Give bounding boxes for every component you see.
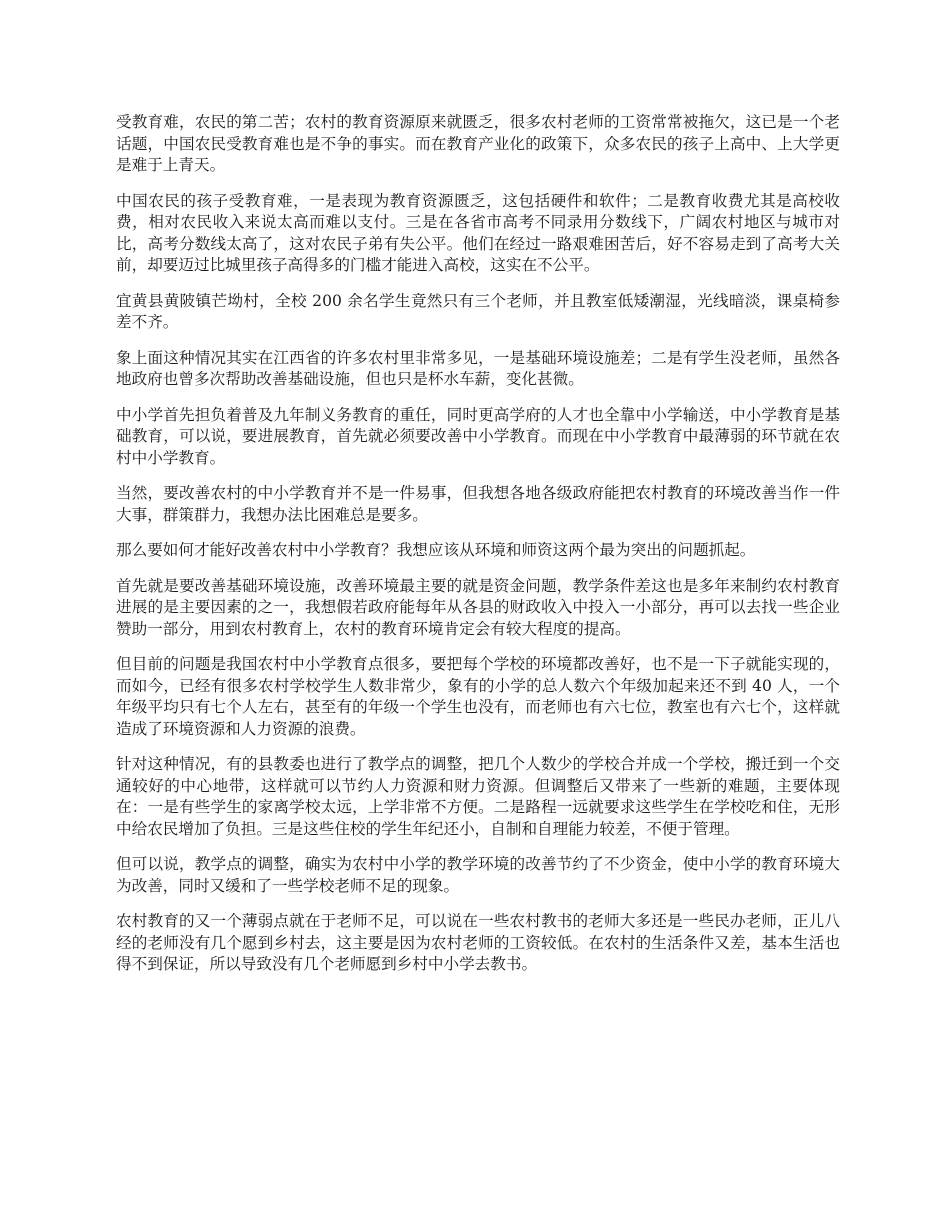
paragraph: 但目前的问题是我国农村中小学教育点很多，要把每个学校的环境都改善好，也不是一下子就能实现的，而如今，已经有很多农村学校学生人数非常少，象有的小学的总人数六个年级加起来还不到 40 人，一个年级平均只有七个人左右，甚至有的年级一个学生也没有，而老师也有六七位，教室也有六七个，这样就造成了环境资源和人力资源的浪费。 — [116, 655, 840, 738]
paragraph: 宜黄县黄陂镇芒坳村，全校 200 余名学生竟然只有三个老师，并且教室低矮潮湿，光线暗淡，课桌椅参差不齐。 — [116, 291, 840, 331]
paragraph: 受教育难，农民的第二苦；农村的教育资源原来就匮乏，很多农村老师的工资常常被拖欠，这已是一个老话题，中国农民受教育难也是不争的事实。而在教育产业化的政策下，众多农民的孩子上高中、上大学更是难于上青天。 — [116, 113, 840, 174]
paragraph: 但可以说，教学点的调整，确实为农村中小学的教学环境的改善节约了不少资金，使中小学的教育环境大为改善，同时又缓和了一些学校老师不足的现象。 — [116, 855, 840, 895]
paragraph: 象上面这种情况其实在江西省的许多农村里非常多见，一是基础环境设施差；二是有学生没老师，虽然各地政府也曾多次帮助改善基础设施，但也只是杯水车薪，变化甚微。 — [116, 348, 840, 388]
paragraph: 农村教育的又一个薄弱点就在于老师不足，可以说在一些农村教书的老师大多还是一些民办老师，正儿八经的老师没有几个愿到乡村去，这主要是因为农村老师的工资较低。在农村的生活条件又差，基本生活也得不到保证，所以导致没有几个老师愿到乡村中小学去教书。 — [116, 912, 840, 973]
document-body — [116, 112, 840, 990]
paragraph: 针对这种情况，有的县教委也进行了教学点的调整，把几个人数少的学校合并成一个学校，搬迁到一个交通较好的中心地带，这样就可以节约人力资源和财力资源。但调整后又带来了一些新的难题，主要体现在：一是有些学生的家离学校太远，上学非常不方便。二是路程一远就要求这些学生在学校吃和住，无形中给农民增加了负担。三是这些住校的学生年纪还小，自制和自理能力较差，不便于管理。 — [116, 755, 840, 838]
paragraph: 中国农民的孩子受教育难，一是表现为教育资源匮乏，这包括硬件和软件；二是教育收费尤其是高校收费，相对农民收入来说太高而难以支付。三是在各省市高考不同录用分数线下，广阔农村地区与城市对比，高考分数线太高了，这对农民子弟有失公平。他们在经过一路艰难困苦后，好不容易走到了高考大关前，却要迈过比城里孩子高得多的门槛才能进入高校，这实在不公平。 — [116, 191, 840, 274]
paragraph: 中小学首先担负着普及九年制义务教育的重任，同时更高学府的人才也全靠中小学输送，中小学教育是基础教育，可以说，要进展教育，首先就必须要改善中小学教育。而现在中小学教育中最薄弱的环节就在农村中小学教育。 — [116, 405, 840, 467]
paragraph: 那么要如何才能好改善农村中小学教育？我想应该从环境和师资这两个最为突出的问题抓起。 — [116, 541, 756, 559]
paragraph: 首先就是要改善基础环境设施，改善环境最主要的就是资金问题，教学条件差这也是多年来制约农村教育进展的是主要因素的之一，我想假若政府能每年从各县的财政收入中投入一小部分，再可以去找一些企业赞助一部分，用到农村教育上，农村的教育环境肯定会有较大程度的提高。 — [116, 576, 840, 638]
paragraph: 当然，要改善农村的中小学教育并不是一件易事，但我想各地各级政府能把农村教育的环境改善当作一件大事，群策群力，我想办法比困难总是要多。 — [116, 484, 840, 524]
